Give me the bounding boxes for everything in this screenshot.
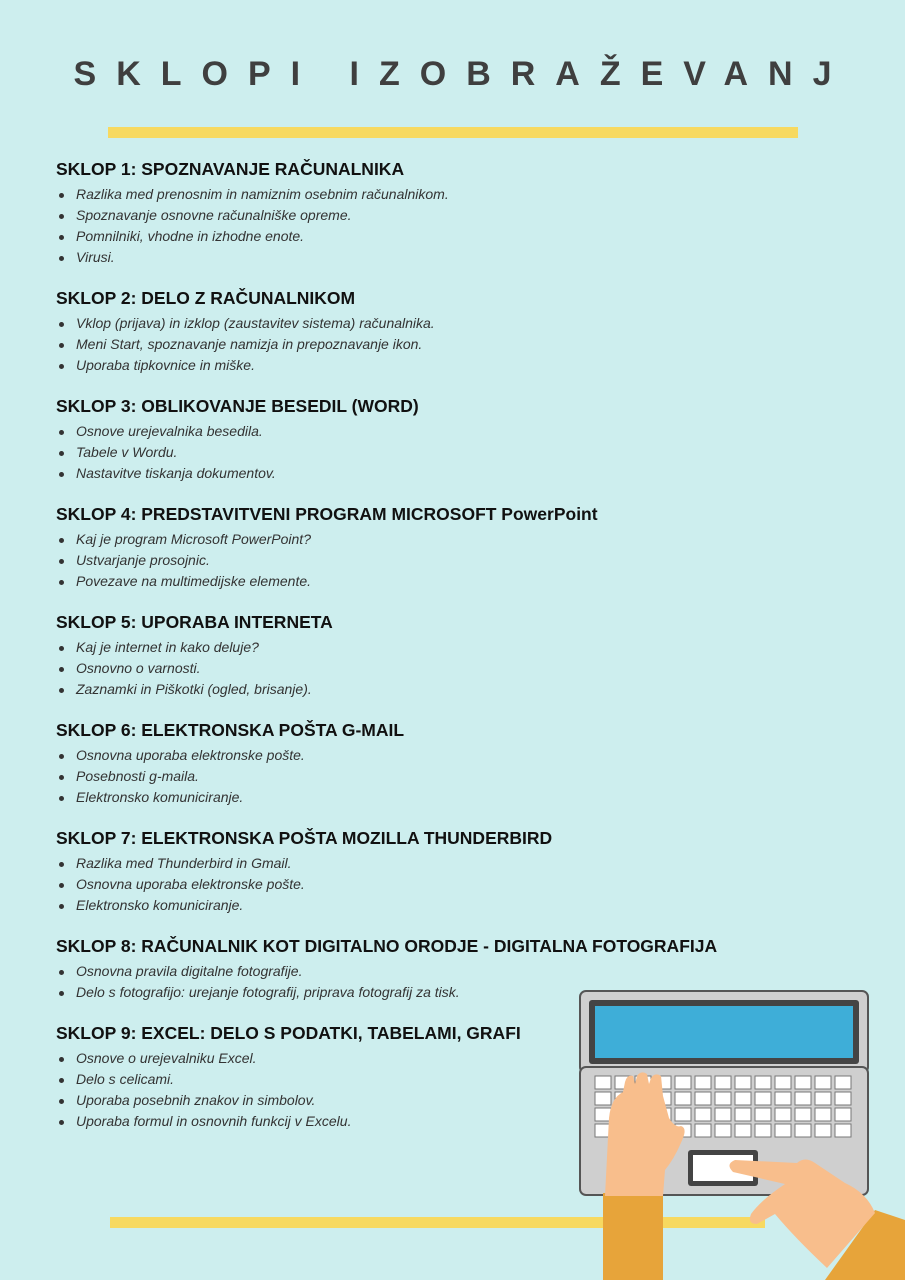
topic-item: Uporaba tipkovnice in miške. <box>56 355 876 376</box>
section-5 <box>56 612 876 700</box>
topic-item: Osnovna uporaba elektronske pošte. <box>56 745 876 766</box>
section-heading: SKLOP 1: SPOZNAVANJE RAČUNALNIKA <box>56 159 405 179</box>
topic-item: Razlika med Thunderbird in Gmail. <box>56 853 876 874</box>
topic-item: Elektronsko komuniciranje. <box>56 787 876 808</box>
topic-item: Vklop (prijava) in izklop (zaustavitev sistema) računalnika. <box>56 313 876 334</box>
page-title: SKLOPI IZOBRAŽEVANJ <box>73 55 852 93</box>
section-heading: SKLOP 9: EXCEL: DELO S PODATKI, TABELAMI, GRAFI <box>56 1023 521 1043</box>
topic-item: Osnovno o varnosti. <box>56 658 876 679</box>
topic-list <box>56 637 876 700</box>
section-heading: SKLOP 2: DELO Z RAČUNALNIKOM <box>56 288 356 308</box>
topic-list <box>56 421 876 484</box>
topic-list <box>56 529 876 592</box>
topic-item: Uporaba formul in osnovnih funkcij v Excelu. <box>56 1111 876 1132</box>
section-heading: SKLOP 5: UPORABA INTERNETA <box>56 612 333 632</box>
topic-item: Povezave na multimedijske elemente. <box>56 571 876 592</box>
section-heading: SKLOP 3: OBLIKOVANJE BESEDIL (WORD) <box>56 396 419 416</box>
topic-item: Osnovna pravila digitalne fotografije. <box>56 961 876 982</box>
topic-item: Uporaba posebnih znakov in simbolov. <box>56 1090 876 1111</box>
section-6 <box>56 720 876 808</box>
section-heading: SKLOP 8: RAČUNALNIK KOT DIGITALNO ORODJE - DIGITALNA FOTOGRAFIJA <box>56 936 718 956</box>
topic-item: Osnove o urejevalniku Excel. <box>56 1048 876 1069</box>
section-3 <box>56 396 876 484</box>
topic-item: Nastavitve tiskanja dokumentov. <box>56 463 876 484</box>
topic-item: Tabele v Wordu. <box>56 442 876 463</box>
section-heading: SKLOP 7: ELEKTRONSKA POŠTA MOZILLA THUNDERBIRD <box>56 828 553 848</box>
topic-item: Ustvarjanje prosojnic. <box>56 550 876 571</box>
topic-list <box>56 313 876 376</box>
topic-list <box>56 745 876 808</box>
topic-item: Osnove urejevalnika besedila. <box>56 421 876 442</box>
section-7 <box>56 828 876 916</box>
topic-item: Pomnilniki, vhodne in izhodne enote. <box>56 226 876 247</box>
top-divider <box>108 127 798 138</box>
section-heading: SKLOP 4: PREDSTAVITVENI PROGRAM MICROSOFT PowerPoint <box>56 504 598 524</box>
section-1 <box>56 159 876 268</box>
topic-item: Posebnosti g-maila. <box>56 766 876 787</box>
topic-item: Kaj je program Microsoft PowerPoint? <box>56 529 876 550</box>
section-4 <box>56 504 876 592</box>
laptop-with-typing-hands-icon <box>575 988 905 1280</box>
section-heading: SKLOP 6: ELEKTRONSKA POŠTA G-MAIL <box>56 720 405 740</box>
topic-item: Meni Start, spoznavanje namizja in prepoznavanje ikon. <box>56 334 876 355</box>
topic-item: Kaj je internet in kako deluje? <box>56 637 876 658</box>
topic-item: Delo s celicami. <box>56 1069 876 1090</box>
topic-item: Spoznavanje osnovne računalniške opreme. <box>56 205 876 226</box>
topic-list <box>56 184 876 268</box>
topic-item: Elektronsko komuniciranje. <box>56 895 876 916</box>
topic-item: Virusi. <box>56 247 876 268</box>
topic-item: Razlika med prenosnim in namiznim osebnim računalnikom. <box>56 184 876 205</box>
section-2 <box>56 288 876 376</box>
topic-list <box>56 853 876 916</box>
topic-item: Delo s fotografijo: urejanje fotografij, priprava fotografij za tisk. <box>56 982 876 1003</box>
topic-item: Zaznamki in Piškotki (ogled, brisanje). <box>56 679 876 700</box>
topic-item: Osnovna uporaba elektronske pošte. <box>56 874 876 895</box>
